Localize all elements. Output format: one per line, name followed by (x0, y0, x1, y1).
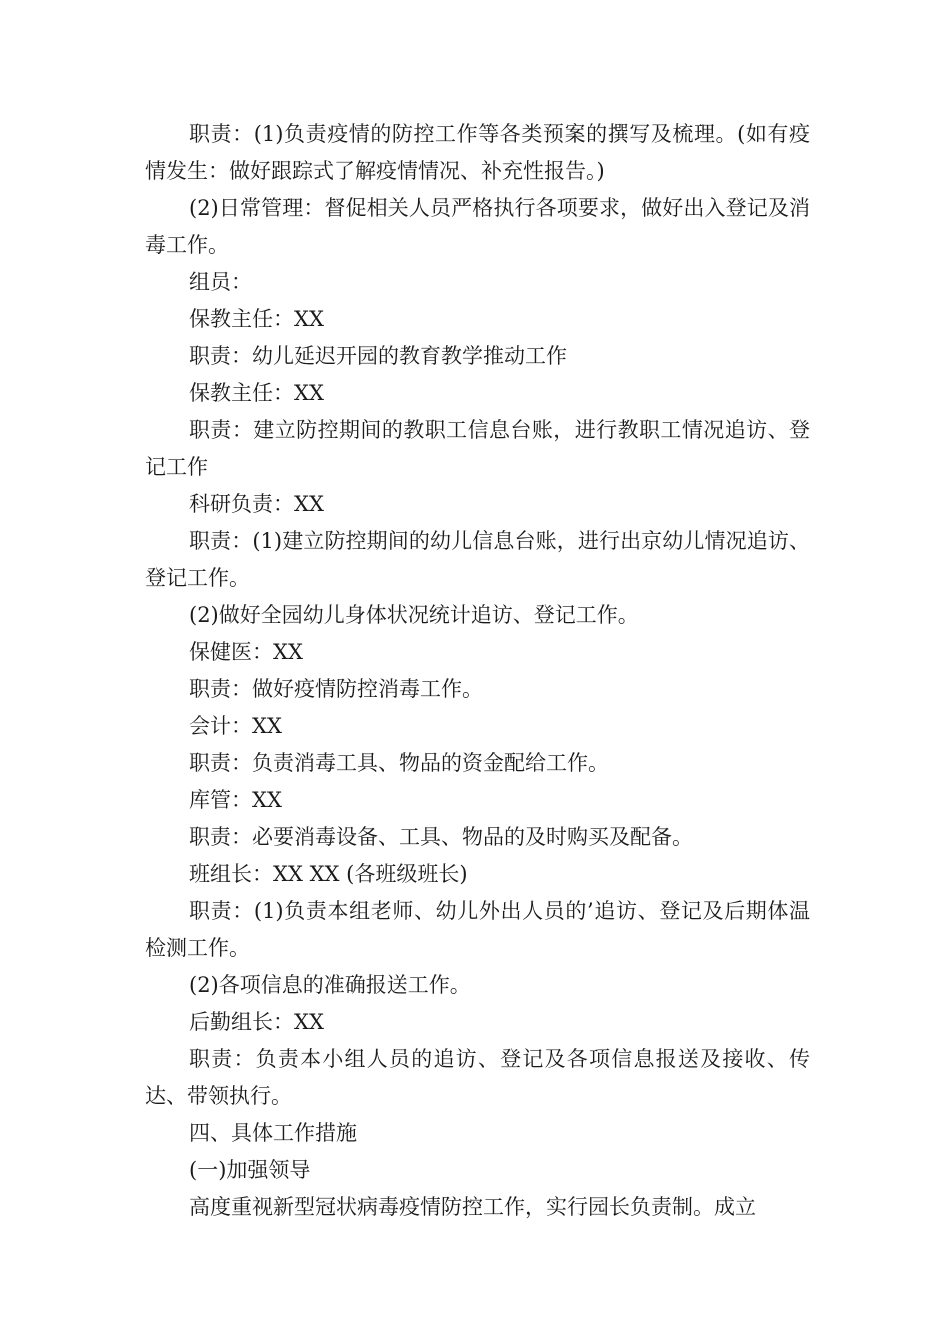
paragraph-research-duty-1: 职责：(1)建立防控期间的幼儿信息台账，进行出京幼儿情况追访、登记工作。 (145, 529, 810, 590)
paragraph-director-1: 保教主任：XX (189, 307, 324, 331)
paragraph-logistics-duty: 职责：负责本小组人员的追访、登记及各项信息报送及接收、传达、带领执行。 (145, 1047, 810, 1108)
paragraph-accountant: 会计：XX (189, 714, 282, 738)
paragraph-research-lead: 科研负责：XX (189, 492, 324, 516)
document-body (145, 116, 810, 1226)
paragraph-members-heading: 组员： (189, 270, 252, 294)
paragraph-health-doctor: 保健医：XX (189, 640, 303, 664)
section-heading-measures: 四、具体工作措施 (189, 1121, 357, 1145)
paragraph-duty-plans: 职责：(1)负责疫情的防控工作等各类预案的撰写及梳理。(如有疫情发生：做好跟踪式了解疫情情况、补充性报告。) (145, 122, 810, 183)
paragraph-director-1-duty: 职责：幼儿延迟开园的教育教学推动工作 (189, 344, 567, 368)
paragraph-leadership-body: 高度重视新型冠状病毒疫情防控工作，实行园长负责制。成立 (189, 1195, 756, 1219)
subsection-heading-leadership: (一)加强领导 (189, 1158, 311, 1182)
paragraph-team-leaders: 班组长：XX XX (各班级班长) (189, 862, 468, 886)
paragraph-warehouse-duty: 职责：必要消毒设备、工具、物品的及时购买及配备。 (189, 825, 693, 849)
paragraph-warehouse: 库管：XX (189, 788, 282, 812)
paragraph-accountant-duty: 职责：负责消毒工具、物品的资金配给工作。 (189, 751, 609, 775)
paragraph-research-duty-2: (2)做好全园幼儿身体状况统计追访、登记工作。 (189, 603, 639, 627)
paragraph-logistics-lead: 后勤组长：XX (189, 1010, 324, 1034)
paragraph-team-duty-2: (2)各项信息的准确报送工作。 (189, 973, 471, 997)
paragraph-director-2: 保教主任：XX (189, 381, 324, 405)
paragraph-daily-management: (2)日常管理：督促相关人员严格执行各项要求，做好出入登记及消毒工作。 (145, 196, 810, 257)
paragraph-health-duty: 职责：做好疫情防控消毒工作。 (189, 677, 483, 701)
paragraph-team-duty-1: 职责：(1)负责本组老师、幼儿外出人员的’追访、登记及后期体温检测工作。 (145, 899, 810, 960)
paragraph-director-2-duty: 职责：建立防控期间的教职工信息台账，进行教职工情况追访、登记工作 (145, 418, 810, 479)
